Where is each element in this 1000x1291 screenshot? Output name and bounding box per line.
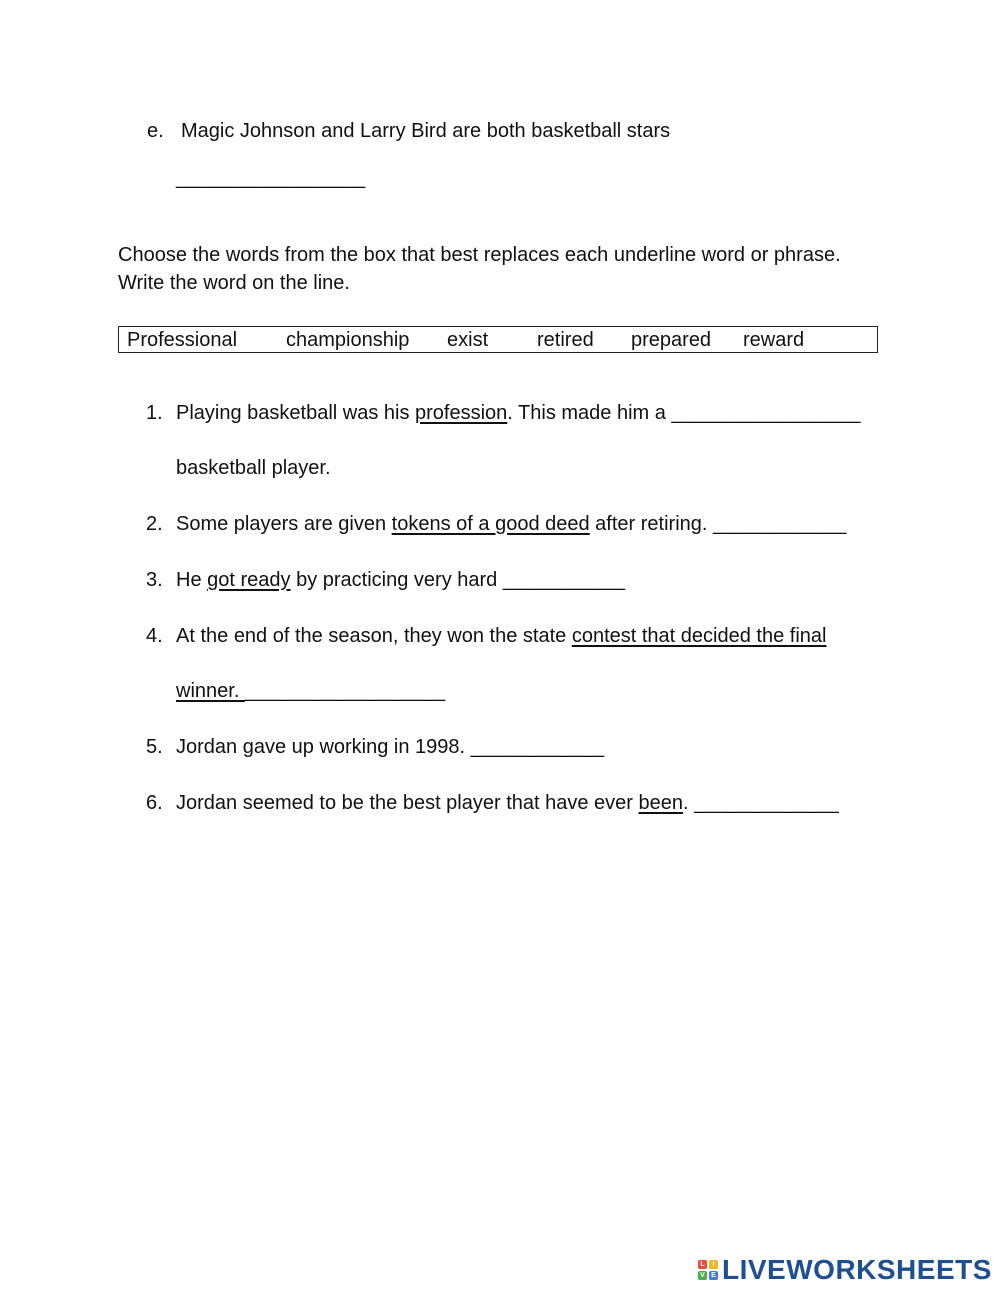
word-box-item: prepared (631, 329, 712, 351)
word-box-item: championship (286, 329, 410, 351)
logo-tile: E (709, 1271, 718, 1280)
word-box-item: Professional (127, 329, 238, 351)
question-number: 2. (146, 513, 163, 535)
liveworksheets-logo (698, 1255, 992, 1285)
question-answer-blank[interactable]: by practicing very hard ___________ (290, 569, 626, 591)
question-text: Some players are given (176, 513, 392, 535)
question-number: 6. (146, 792, 163, 814)
question-answer-blank[interactable]: __________________ (244, 680, 446, 702)
question-6 (146, 792, 839, 815)
brand-name: LIVEWORKSHEETS (722, 1254, 992, 1285)
logo-tile: I (709, 1260, 718, 1269)
question-answer-blank[interactable]: . _____________ (683, 792, 839, 814)
question-4-continuation (176, 680, 445, 703)
item-e-marker: e. (147, 120, 164, 142)
instructions-line-2: Write the word on the line. (118, 272, 350, 294)
underlined-phrase: winner. (176, 680, 245, 702)
question-3 (146, 569, 625, 592)
underlined-phrase: profession (415, 402, 508, 424)
word-box-item: exist (447, 329, 489, 351)
word-box-item: reward (743, 329, 805, 351)
question-answer-blank[interactable]: after retiring. ____________ (589, 513, 847, 535)
question-text: Jordan seemed to be the best player that have ever (176, 792, 639, 814)
question-5 (146, 736, 604, 759)
question-text: He (176, 569, 208, 591)
logo-tile: V (698, 1271, 707, 1280)
question-number: 3. (146, 569, 163, 591)
item-e-text: Magic Johnson and Larry Bird are both basketball stars (181, 120, 671, 142)
question-text[interactable]: Jordan gave up working in 1998. ____________ (176, 736, 605, 758)
underlined-phrase: tokens of a good deed (391, 513, 590, 535)
question-text: At the end of the season, they won the state (176, 625, 572, 647)
question-number: 4. (146, 625, 163, 647)
question-text: Playing basketball was his (176, 402, 416, 424)
word-box (118, 326, 878, 353)
question-answer-blank[interactable]: . This made him a _________________ (507, 402, 861, 424)
item-e (147, 120, 164, 143)
question-2 (146, 513, 846, 536)
question-number: 5. (146, 736, 163, 758)
logo-tile: L (698, 1260, 707, 1269)
question-4 (146, 625, 826, 648)
question-1 (146, 402, 861, 425)
item-e-answer-line[interactable]: _________________ (176, 167, 366, 189)
instructions-line-1: Choose the words from the box that best replaces each underline word or phrase. (118, 244, 841, 266)
logo-tiles-icon (698, 1260, 718, 1280)
underlined-phrase: got ready (207, 569, 291, 591)
question-1-continuation: basketball player. (176, 457, 331, 479)
underlined-phrase: been (638, 792, 684, 814)
question-number: 1. (146, 402, 163, 424)
underlined-phrase: contest that decided the final (571, 625, 827, 647)
word-box-item: retired (537, 329, 594, 351)
